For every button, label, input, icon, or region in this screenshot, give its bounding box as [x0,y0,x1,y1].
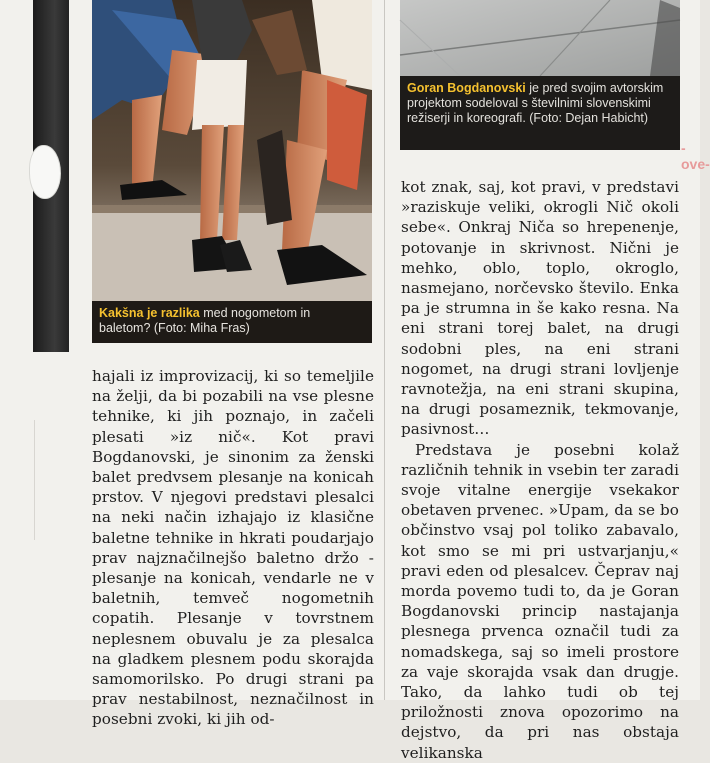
photo-caption-right [400,76,680,150]
paragraph: hajali iz improvizacij, ki so temeljile na želji, da bi pozabili na vse plesne tehnike, ki jih poznajo, in začeli plesati »iz nič«. Kot pravi Bogdanovski, je sinonim za ženski balet predvsem plesanje na konicah prstov. V njegovi predstavi plesalci na neki način izhajajo iz klasične baletne tehnike in hkrati poudarjajo prav najznačilnejšo baletno držo - plesanje na konicah, vendarle ne v baletnih, temveč nogometnih copatih. Plesanje v tovrstnem neplesnem obuvalu je za plesalca na gladkem plesnem podu skorajda samomorilsko. Po drugi strani pa prav nestabilnost, neznačilnost in posebni zvoki, ki jih od- [92,367,374,729]
caption-highlight: Kakšna je razlika [99,306,200,320]
rehearsal-photo [400,0,680,76]
paragraph: kot znak, saj, kot pravi, v predstavi »raziskuje veliki, okrogli Nič okoli sebe«. Onkraj Niča so hrepenenje, potovanje in skrivnost. Nični je mehko, oblo, toplo, okroglo, nasmejano, norčevsko število. Enka pa je strumna in še kako resna. Na eni strani torej balet, na drugi sodobni ples, na eni strani nogomet, na drugi strani lovljenje ravnotežja, na eni strani skupina, na drugi posameznik, tekmovanje, pasivnost… [401,178,679,439]
margin-line [34,420,69,540]
punch-hole [30,146,60,198]
caption-highlight: Goran Bogdanovski [407,81,526,95]
photo-caption-left [92,301,372,343]
dancers-in-football-boots-photo [92,0,372,301]
caption-text: med nogometom in baletom? (Foto: Miha Fras) [99,306,311,335]
article-column-left [92,366,374,730]
edge-bleed-text [681,140,710,180]
article-column-right [401,177,679,763]
paragraph: Predstava je posebni kolaž različnih tehnik in vsebin ter zaradi svoje vitalne energije vsekakor obetaven prvenec. »Upam, da se bo občinstvo vsaj pol toliko zabavalo, kot smo se mi pri ustvarjanju,« pravi eden od plesalcev. Čeprav naj morda povemo tudi to, da je Goran Bogdanovski princip nastajanja plesnega prvenca označil tudi za nomadskega, saj so imeli prostore za vaje skorajda vsak dan drugje. Tako, da lahko tudi ob tej priložnosti znova opozorimo na dejstvo, da pri nas obstaja velikanska [401,440,679,762]
edge-text: -ove- [681,140,710,172]
caption-text: je pred svojim avtorskim projektom sodeloval s številnimi slovenskimi režiserji in koreografi. (Foto: Dejan Habicht) [407,81,664,125]
dancers-photo [92,0,372,301]
column-divider [384,0,385,700]
rehearsal-floor-photo [400,0,680,76]
